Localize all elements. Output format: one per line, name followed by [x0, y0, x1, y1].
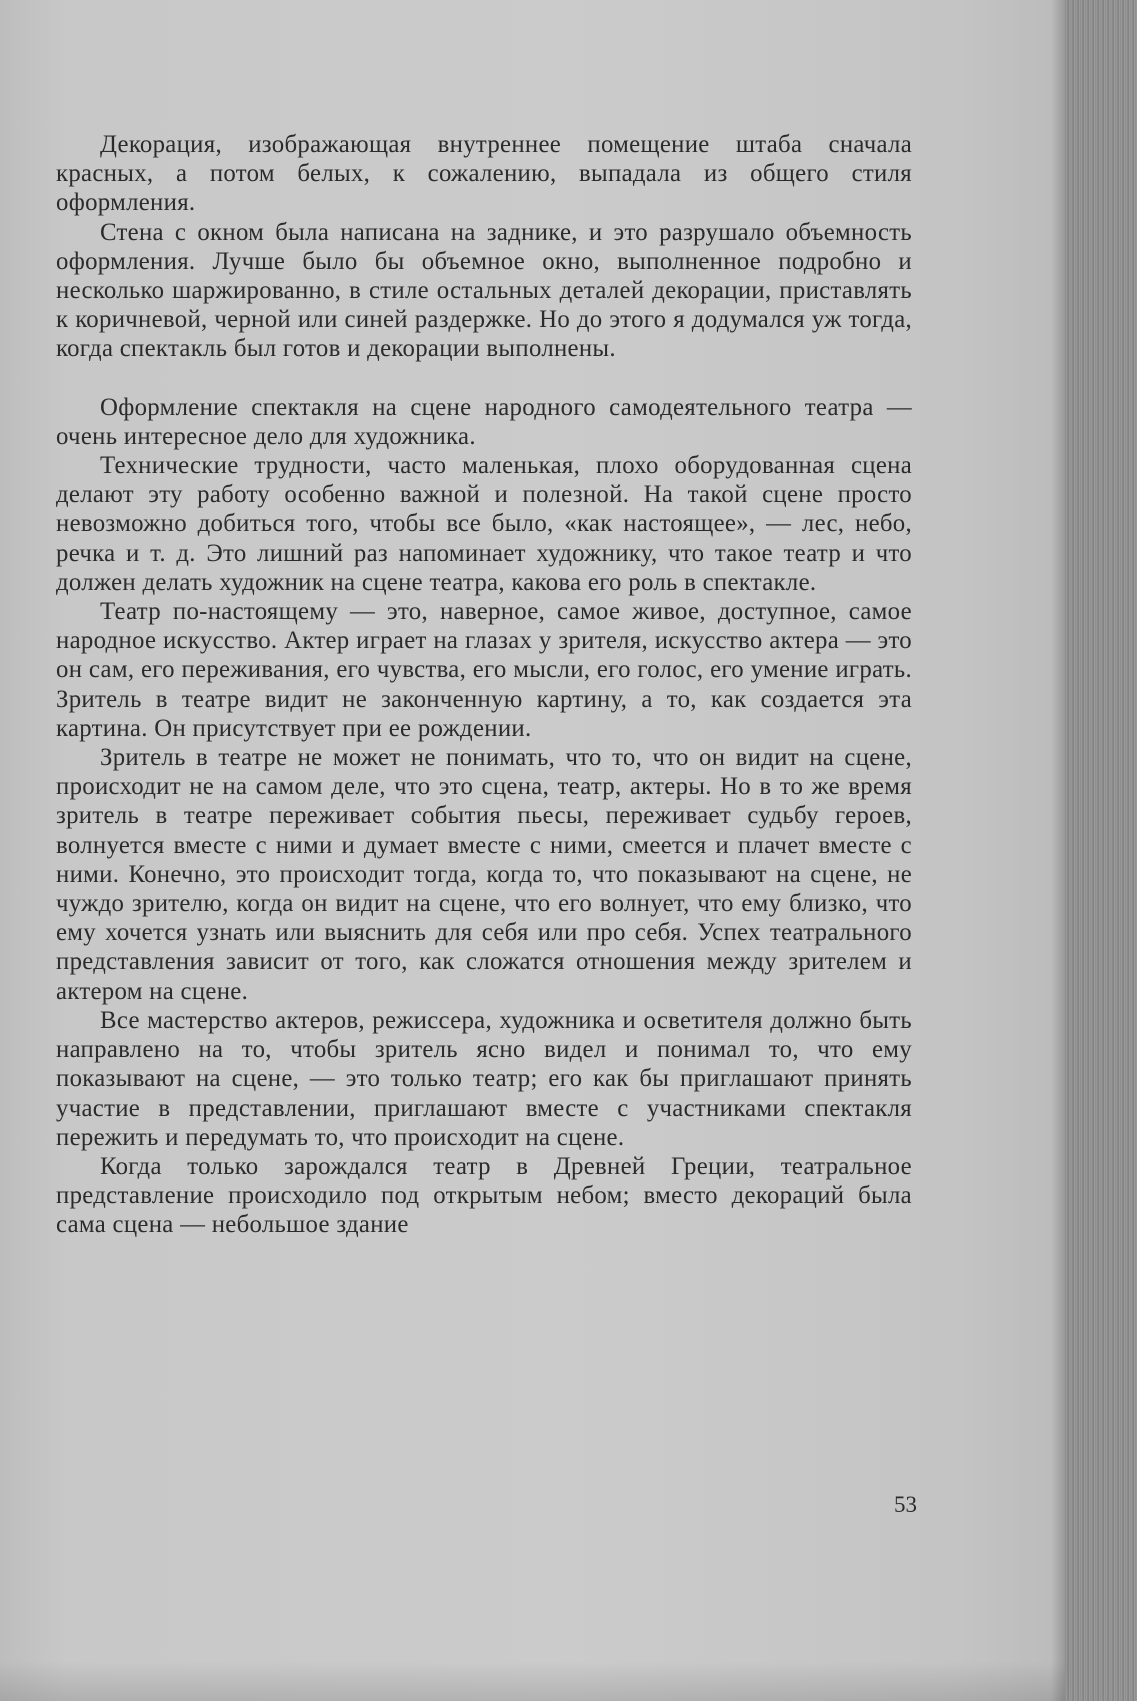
paragraph: Оформление спектакля на сцене народного самодеятельного театра — очень интересное дело для художника.: [56, 393, 912, 450]
paragraph: Зритель в театре не может не понимать, что то, что он видит на сцене, происходит не на самом деле, что это сцена, театр, актеры. Но в то же время зритель в театре переживает события пьесы, переживает судьбу героев, волнуется вместе с ними и думает вместе с ними, смеется и плачет вместе с ними. Конечно, это происходит тогда, когда то, что показывают на сцене, не чуждо зрителю, когда он видит на сцене, что его волнует, что ему близко, что ему хочется узнать или выяснить для себя или про себя. Успех театрального представления зависит от того, как сложатся отношения между зрителем и актером на сцене.: [56, 744, 912, 1005]
paragraph: Технические трудности, часто маленькая, плохо оборудованная сцена делают эту работу особенно важной и полезной. На такой сцене просто невозможно добиться того, чтобы все было, «как настоящее», — лес, небо, речка и т. д. Это лишний раз напоминает художнику, что такое театр и что должен делать художник на сцене театра, какова его роль в спектакле.: [56, 452, 912, 596]
page-number: 53: [894, 1492, 917, 1517]
paragraph: Декорация, изображающая внутреннее помещение штаба сначала красных, а потом белых, к сожалению, выпадала из общего стиля оформления.: [56, 131, 912, 217]
page-shadow: [0, 1661, 1065, 1701]
paragraph: Театр по-настоящему — это, наверное, самое живое, доступное, самое народное искусство. Актер играет на глазах у зрителя, искусство актера — это он сам, его переживания, его чувства, его мысли, его голос, его умение играть. Зритель в театре видит не законченную картину, а то, как создается эта картина. Он присутствует при ее рождении.: [56, 598, 912, 742]
body-text: [56, 130, 912, 1240]
page-edges: [1065, 0, 1137, 1701]
paragraph: Когда только зарождался театр в Древней Греции, театральное представление происходило под открытым небом; вместо декораций была сама сцена — небольшое здание: [56, 1152, 912, 1239]
paragraph: Стена с окном была написана на заднике, и это разрушало объемность оформления. Лучше было бы объемное окно, выполненное подробно и несколько шаржированно, в стиле остальных деталей декорации, приставлять к коричневой, черной или синей раздержке. Но до этого я додумался уж тогда, когда спектакль был готов и декорации выполнены.: [56, 218, 912, 363]
paragraph: Все мастерство актеров, режиссера, художника и осветителя должно быть направлено на то, чтобы зритель ясно видел и понимал то, что ему показывают на сцене, — это только театр; его как бы приглашают принять участие в представлении, приглашают вместе с участниками спектакля пережить и передумать то, что происходит на сцене.: [56, 1006, 912, 1151]
